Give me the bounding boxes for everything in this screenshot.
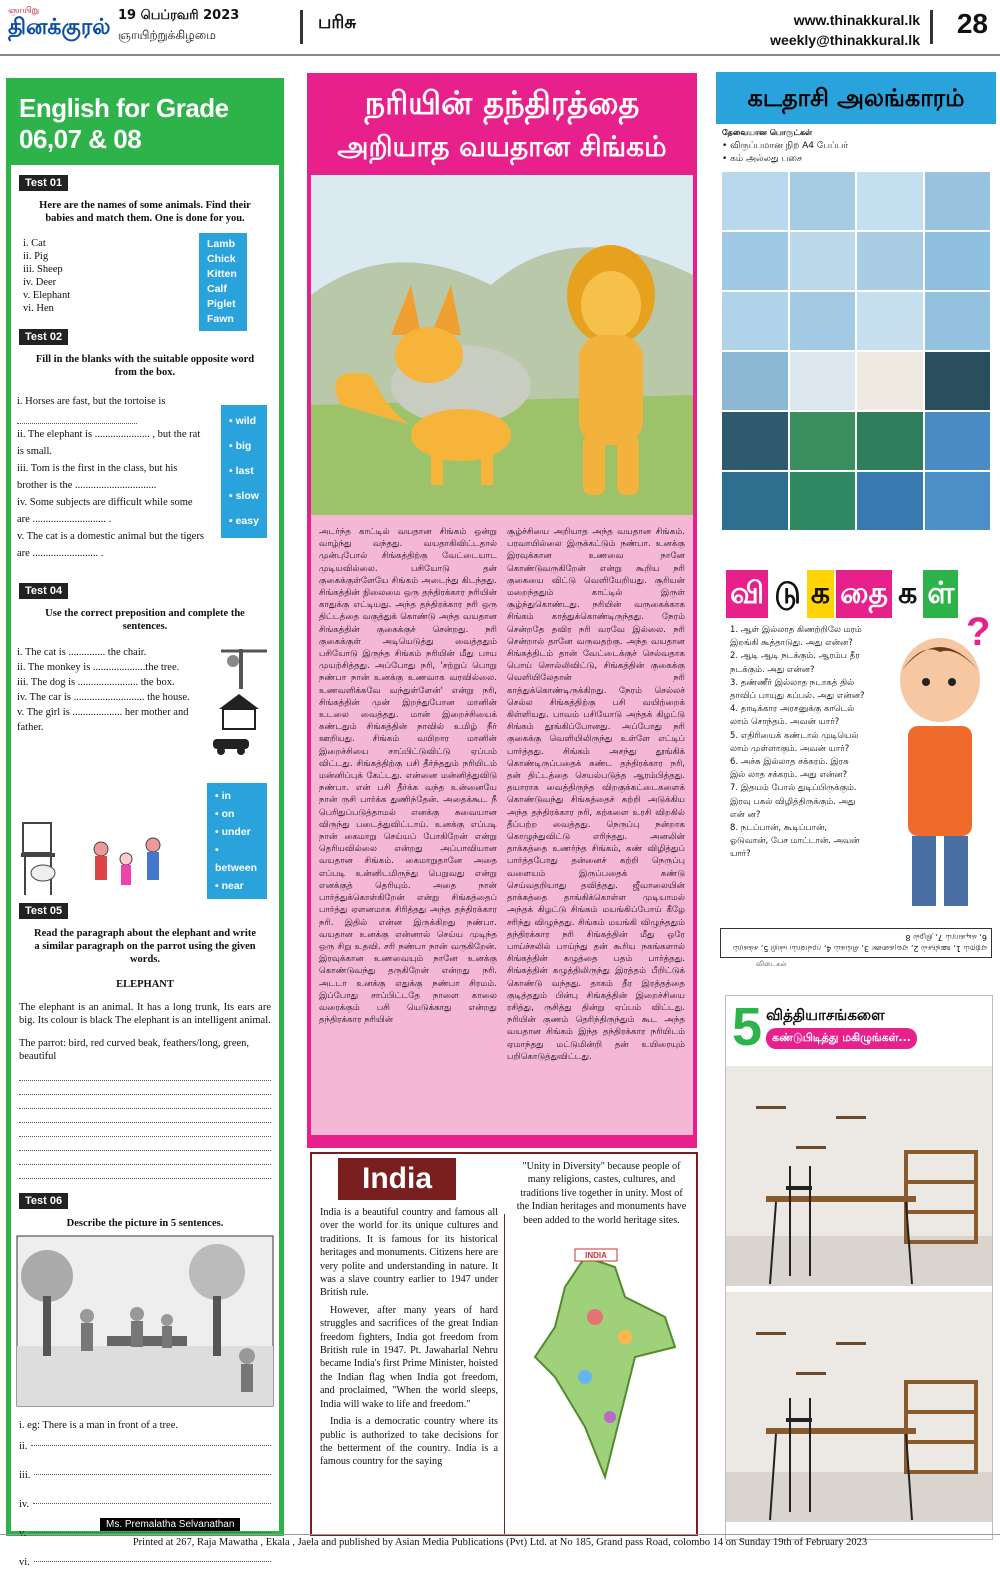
list-item: i. The cat is .............. the chair. xyxy=(17,647,147,658)
title-letter: தை xyxy=(836,570,892,618)
test06-lines xyxy=(11,1432,279,1577)
story-body xyxy=(311,175,693,1135)
story-title-line2: அறியாத வயதான சிங்கம் xyxy=(307,125,697,175)
title-letter: வி xyxy=(726,570,768,618)
story-column-1: அடர்ந்த காட்டில் வயதான சிங்கம் ஒன்று வாழ்ந்து வந்தது. வயதாகிவிட்டதால் முன்புபோல் சிங்கத்திற்கு வேட்டையாட முடியவில்லை. பசியோடு தன் குகைக்குள்ளேயே சிங்கம் அடைந்து கிடந்தது. சிங்கத்தின் நிலைமை ஒரு தந்திரக்கார நரியின் காதுக்கு எட்டியது. அந்த தந்திரக்கார நரி ஒரு திட்டத்தை வகுத்துக் கொண்டு அந்த வயதான சிங்கத்தின் குகைக்குச் சென்றது. நரி குகைக்குள் அடியெடுத்து வைத்ததும் பசியோடு இருந்த சிங்கம் நரியின் மீது பாய முயற்சித்தது. அப்போது நரி, 'சற்றுப் பொறு நண்பா நான் உனக்கு உணவாக வரவில்லை. உணவளிக்கவே வந்துள்ளேன்' என்று நரி, சிங்கத்தின் முன் இறந்துபோன மானின் உடலை வைத்தது. மான் இறைச்சியைக் கண்டதும் சிங்கத்தின் நாவில் உமிழ் நீர் ஊறியது. சிங்கம் வயிறார மானின் இறைச்சியை சாப்பிட்டுவிட்டு ஏப்பம் விட்டது. சிங்கத்திற்கு பசி தீர்ந்ததும் நரியிடம் மன்னிப்புக் கேட்டது. என்னை மன்னித்துவிடு நண்பா. என் பசி தீர்க்க வந்த உன்னையே நான் ருசி பார்க்க துணிந்தேன். அதைக்கூட நீ பெரிதுப்படுத்தாமல் எனக்கு சுவையான விருந்து படைத்துவிட்டாய். உனக்கு எப்படி நான் கைமாறு செய்யப் போகிறேன் என்று தெரியவில்லை என்றது அப்பாவியான வயதான சிங்கம். கைமாறுதானே அதை எப்படி உன்னிடமிருந்து பெறுவது என்று எனக்குத் தெரியும். அதை நான் பார்த்துக்கொள்கிறேன் என்று சிங்கத்தைப் பார்த்து ஏளனமாக சிரித்தது அந்த தந்திரக்கார நரி. இதில் என்ன இருக்கிறது நண்பா. வயதான உனக்கு என்னால் செய்ய முடிந்த ஒரு சிறு உதவி. சரி நண்பா நான் வருகிறேன். இரவுக்கான உணவையும் நானே உனக்கு கொண்டுவந்து தருகிறேன் என்றது நரி. அடடா உனக்கு எதுக்கு நண்பா சிரமம். இப்போது சாப்பிட்டதே நாளை காலை வரைக்கும் பசி யெடுக்காது என்றது தந்திரக்கார நரியின் xyxy=(319,527,497,1026)
title-letter: டு xyxy=(770,570,805,618)
option: Calf xyxy=(207,283,227,295)
option: • big xyxy=(229,440,252,452)
craft-steps-grid xyxy=(716,168,996,534)
option: Kitten xyxy=(207,268,237,280)
india-para-4: "Unity in Diversity" because people of many religions, castes, cultures, and traditions live together in unity. Most of the Indian heritages and monuments have been added to the world heritage sites. xyxy=(516,1161,687,1226)
india-para-1: India is a beautiful country and famous all over the world for its unique cultures and traditions. It is famous for its historical heritages and monuments. Citizens here are very polite and understanding in nature. It was a slave country earlier to 1947 under British rule. xyxy=(320,1207,498,1299)
issue-day: ஞாயிற்றுக்கிழமை xyxy=(118,28,216,42)
question-mark-icon: ? xyxy=(966,610,991,654)
test05-parrot-words: The parrot: bird, red curved beak, feathers/long, green, beautiful xyxy=(19,1038,250,1062)
option: • slow xyxy=(229,490,259,502)
test01-options xyxy=(199,233,247,331)
story-column-2: சூழ்ச்சியை அறியாத அந்த வயதான சிங்கம். பரவாயில்லை இருக்கட்டும் நண்பா. உனக்கு இரவுக்கான உணவை நானே கொண்டுவருகிறேன் என்று கூறிய நரி குகையை விட்டு வெளியேறியது. சூரியன் மறைந்ததும் காட்டில் இருள் சூழ்ந்துகொண்டது. நரியின் வருகைக்காக சிங்கம் காத்துக்கொண்டிருந்தது. நேரம் சென்றதே தவிர நரி வரவே இல்லை. நரி சென்றால் தானே வருவதற்கு. அந்த வயதான சிங்கத்திடம் தான் வேட்டைக்குச் செல்வதாக பொய் சொல்லிவிட்டு, சிங்கத்தின் குகைக்கு வெளியிலேதான் நரி காத்துக்கொண்டிருக்கிறது. நேரம் செல்லச் செல்ல சிங்கத்திற்கு பசி வயிற்றைக் கிள்ளியது. பாவம் பசியோடு அந்தக் கிழட்டு சிங்கம் தூங்கிப்போனது. அப்போது நரி குகைக்கு வெளியிலிருந்து உள்ளே எட்டிப் பார்த்தது. சிங்கம் அசந்து தூங்கிக் கொண்டிருப்பதைக் கண்ட தந்திரக்கார நரி, தன் திட்டத்தை செயல்படுத்த ஆரம்பித்தது. தயாராக வைத்திருந்த விறகுக்கட்டைகளைக் கொண்டுவந்து சிங்கத்தைச் சுற்றி அடுக்கிய அந்த தந்திரக்கார நரி, கற்களை உரசி விறகில் தீப்பற்ற வைத்தது. நெருப்பு நன்றாக கொழுந்துவிட்டு எரிந்தது. அனலின் தாக்கத்தை உணர்ந்த சிங்கம், கண் விழித்துப் பார்த்தபோது தன்னைச் சுற்றி நெருப்பு வளையம் இருப்பதைக் கண்டு செய்வதறியாது தவித்தது. ஜீவாலையின் தாக்கத்தை தாங்கிக்கொள்ள முடியாமல் அந்தக் கிழட்டு சிங்கம் மயங்கிப்போய் கீழே சரிந்து விழுந்தது. சிங்கம் மயங்கி விழுந்ததும் தந்திரக்கார நரி சிங்கத்தின் மீது ஒரே பாய்ச்சலில் பாய்ந்து தன் கூரிய நகங்களால் சிங்கத்தின் கழுத்தை பதம் பார்த்தது. சிங்கத்தின் கழுத்திலிருந்து இரத்தம் பீறிட்டுக் கொண்டு வந்தது. தாகம் தீர இரத்தத்தை குடித்ததும் பின்பு சிங்கத்தின் இறைச்சியை ரசித்து, ருசித்து தின்று ஏப்பம் விட்டது. நரியின் குணம் தெரிந்திருந்தும் கூட அந்த வயதான சிங்கம் இந்த தந்திரக்கார நரியிடம் ஏமாந்தது மட்டுமின்றி தன் உயிரையும் பறிகொடுத்துவிட்டது. xyxy=(507,527,685,1062)
newspaper-logo xyxy=(8,6,111,48)
diff-picture-bottom xyxy=(726,1292,992,1522)
india-map-label: INDIA xyxy=(585,1251,607,1261)
option: • easy xyxy=(229,515,259,527)
issue-date: 19 பெப்ரவரி 2023 xyxy=(118,8,240,23)
india-section xyxy=(310,1152,698,1536)
test02-label: Test 02 xyxy=(19,329,68,345)
spot-difference-section xyxy=(725,995,993,1540)
diff-header xyxy=(726,996,992,1058)
english-section xyxy=(6,78,284,1568)
test04-instruction: Use the correct preposition and complete the sentences. xyxy=(45,608,245,632)
test01-items xyxy=(23,237,70,315)
test01-instruction: Here are the names of some animals. Find their babies and match them. One is done for you. xyxy=(39,200,251,224)
test05-label: Test 05 xyxy=(19,903,68,919)
materials-list xyxy=(716,138,996,168)
fox-and-lion-illustration xyxy=(311,175,693,515)
india-column-left xyxy=(312,1154,504,1534)
line-number: iii. xyxy=(19,1470,31,1481)
line-number: vi. xyxy=(19,1557,30,1568)
india-para-2: However, after many years of hard struggles and sacrifices of the great Indian freedom fighters, India got freedom from British rule in 1947. Pt. Jawaharlal Nehru became India's first Prime Minister, hoisted the Indian flag when India got freedom, and proclaimed, "When the world sleeps, India will wake to life and freedom." xyxy=(320,1304,498,1410)
test05-writing-lines xyxy=(11,1067,279,1179)
riddles-list xyxy=(716,618,866,862)
option: Piglet xyxy=(207,298,236,310)
india-title: India xyxy=(338,1158,456,1200)
list-item: iv. Deer xyxy=(23,277,57,288)
header-divider-right xyxy=(930,10,933,44)
header-divider xyxy=(300,10,303,44)
logo-main-text: தினக்குரல் xyxy=(8,15,111,40)
riddles-section xyxy=(716,570,996,970)
page-number: 28 xyxy=(956,8,988,39)
riddle-item: 1. ஆள் இல்லாத கிணற்றிலே மரம் இறங்கி கூத்தாடுது. அது என்ன? xyxy=(730,625,862,649)
option: • between xyxy=(215,844,258,874)
list-item: v. The cat is a domestic animal but the tigers are ......................... . xyxy=(17,531,204,559)
india-para-3: India is a democratic country where its public is authorized to take decisions for the betterment of the country. India is a famous country for the saying xyxy=(320,1416,498,1468)
diff-number: 5 xyxy=(732,997,763,1057)
test05-heading: ELEPHANT xyxy=(116,979,174,990)
craft-section xyxy=(716,72,996,552)
material-item: • கம் அல்லது பசை xyxy=(722,154,802,164)
option: Fawn xyxy=(207,313,234,325)
english-title: English for Grade 06,07 & 08 xyxy=(11,83,279,165)
test04-label: Test 04 xyxy=(19,583,68,599)
story-columns xyxy=(311,520,693,1063)
riddle-item: 5. எதிரியைக் கண்டால் முடியெல் லாம் முள்ளாகும். அவன் யார்? xyxy=(730,730,859,754)
list-item: i. Horses are fast, but the tortoise is xyxy=(17,396,166,407)
riddles-title xyxy=(716,570,996,618)
test02-options xyxy=(221,405,267,538)
diff-picture-top xyxy=(726,1066,992,1286)
riddle-item: 6. அச்சு இல்லாத சக்கரம். இரசு இல் லாத சக்கரம். அது என்ன? xyxy=(730,757,849,781)
test01-label: Test 01 xyxy=(19,175,68,191)
park-scene-illustration xyxy=(17,1236,273,1406)
riddle-item: 2. ஆடி ஆடி நடக்கும். ஆரம்ப தீர நடக்கும். அது என்ன? xyxy=(730,651,860,675)
diff-title: வித்தியாசங்களை xyxy=(766,1005,885,1024)
list-item: iii. Tom is the first in the class, but his brother is the ............................... xyxy=(17,463,178,491)
test02-items xyxy=(17,393,205,562)
chair-dog-family-illustration xyxy=(21,819,191,899)
title-letter: ள் xyxy=(923,570,958,618)
test06-example: i. eg: There is a man in front of a tree. xyxy=(19,1420,178,1431)
list-item: i. Cat xyxy=(23,238,46,249)
section-name: பரிசு xyxy=(318,12,357,33)
list-item: iv. Some subjects are difficult while some are ............................ . xyxy=(17,497,193,525)
title-letter: க xyxy=(894,570,921,618)
material-item: • விருப்பமான நிற A4 பேப்பர் xyxy=(722,141,849,151)
thinking-boy-illustration xyxy=(886,630,994,920)
list-item: vi. Hen xyxy=(23,303,54,314)
craft-title: கடதாசி அலங்காரம் xyxy=(716,72,996,124)
option: • in xyxy=(215,790,231,802)
test05-instruction: Read the paragraph about the elephant and write a similar paragraph on the parrot using the given words. xyxy=(34,928,256,965)
option: Chick xyxy=(207,253,236,265)
preposition-illustrations xyxy=(209,639,275,769)
riddle-item: 4. தாடிக்கார அரசனுக்கு காடெல் லாம் சொந்தம். அவன் யார்? xyxy=(730,704,855,728)
header-rule xyxy=(0,54,1000,56)
list-item: ii. Pig xyxy=(23,251,49,262)
answers-label: விடைகள் xyxy=(756,960,787,968)
test04-options xyxy=(207,783,267,899)
option: • near xyxy=(215,880,244,892)
email-link[interactable]: weekly@thinakkural.lk xyxy=(770,32,920,48)
list-item: ii. The monkey is ....................the tree. xyxy=(17,662,180,673)
diff-subtitle: கண்டுபிடித்து மகிழுங்கள்... xyxy=(766,1028,917,1049)
india-column-right xyxy=(505,1154,696,1534)
blank-line xyxy=(17,410,137,424)
test02-instruction: Fill in the blanks with the suitable opposite word from the box. xyxy=(35,354,255,378)
list-item: v. The girl is ................... her mother and father. xyxy=(17,707,189,733)
option: • wild xyxy=(229,415,257,427)
riddles-answers: ஏற்றம் 1, ஊஞ்சல் 2, ஏவுகணை 3, சிங்கம் 4, முள்ளம்பன்றி 5, சக்கரம் 6, கடிகாரம் 7, நிழல் 8 xyxy=(720,928,992,958)
list-item: ii. The elephant is ..................... , but the rat is small. xyxy=(17,429,201,457)
list-item: iv. The car is ........................... the house. xyxy=(17,692,190,703)
india-map-illustration xyxy=(515,1247,685,1497)
list-item: iii. Sheep xyxy=(23,264,63,275)
line-number: ii. xyxy=(19,1441,28,1452)
list-item: iii. The dog is ....................... the box. xyxy=(17,677,175,688)
riddle-item: 7. இதயம் போல் துடிப்பிருக்கும். இரவு பகல் விழித்திருக்கும். அது என் ன? xyxy=(730,783,857,820)
line-number: iv. xyxy=(19,1499,30,1510)
story-title-line1: நரியின் தந்திரத்தை xyxy=(307,73,697,125)
website-link[interactable]: www.thinakkural.lk xyxy=(793,12,920,28)
option: • on xyxy=(215,808,235,820)
option: Lamb xyxy=(207,238,236,250)
test05-paragraph: The elephant is an animal. It has a long trunk, Its ears are big. Its colour is black The elephant is an intelligent animal. xyxy=(19,1002,271,1026)
author-credit: Ms. Premalatha Selvanathan xyxy=(100,1518,240,1531)
materials-heading: தேவையான பொருட்கள் xyxy=(722,128,813,137)
test04-items xyxy=(17,645,195,735)
list-item: v. Elephant xyxy=(23,290,71,301)
line-number: v. xyxy=(19,1528,27,1539)
test06-label: Test 06 xyxy=(19,1193,68,1209)
header-contact xyxy=(770,10,920,50)
option: • last xyxy=(229,465,254,477)
option: • under xyxy=(215,826,251,838)
story-section xyxy=(307,73,697,1148)
title-letter: க xyxy=(807,570,834,618)
imprint-footer: Printed at 267, Raja Mawatha , Ekala , Jaela and published by Asian Media Publications (Pvt) Ltd. at No 185, Grand pass Road, colombo 14 on Sunday 19th of February 2023 xyxy=(0,1534,1000,1552)
logo-top-text: ஞாயிறு xyxy=(8,6,40,16)
riddle-item: 3. தண்ணீர் இல்லாத நடாகத் தில் தாவிப் பாயுது கப்பல். அது என்ன? xyxy=(730,677,865,702)
test06-instruction: Describe the picture in 5 sentences. xyxy=(66,1218,224,1229)
riddle-item: 8. நடப்பான், கூடிப்பான், ஓடுவான், பேச மாட்டான். அவன் யார்? xyxy=(730,823,860,860)
